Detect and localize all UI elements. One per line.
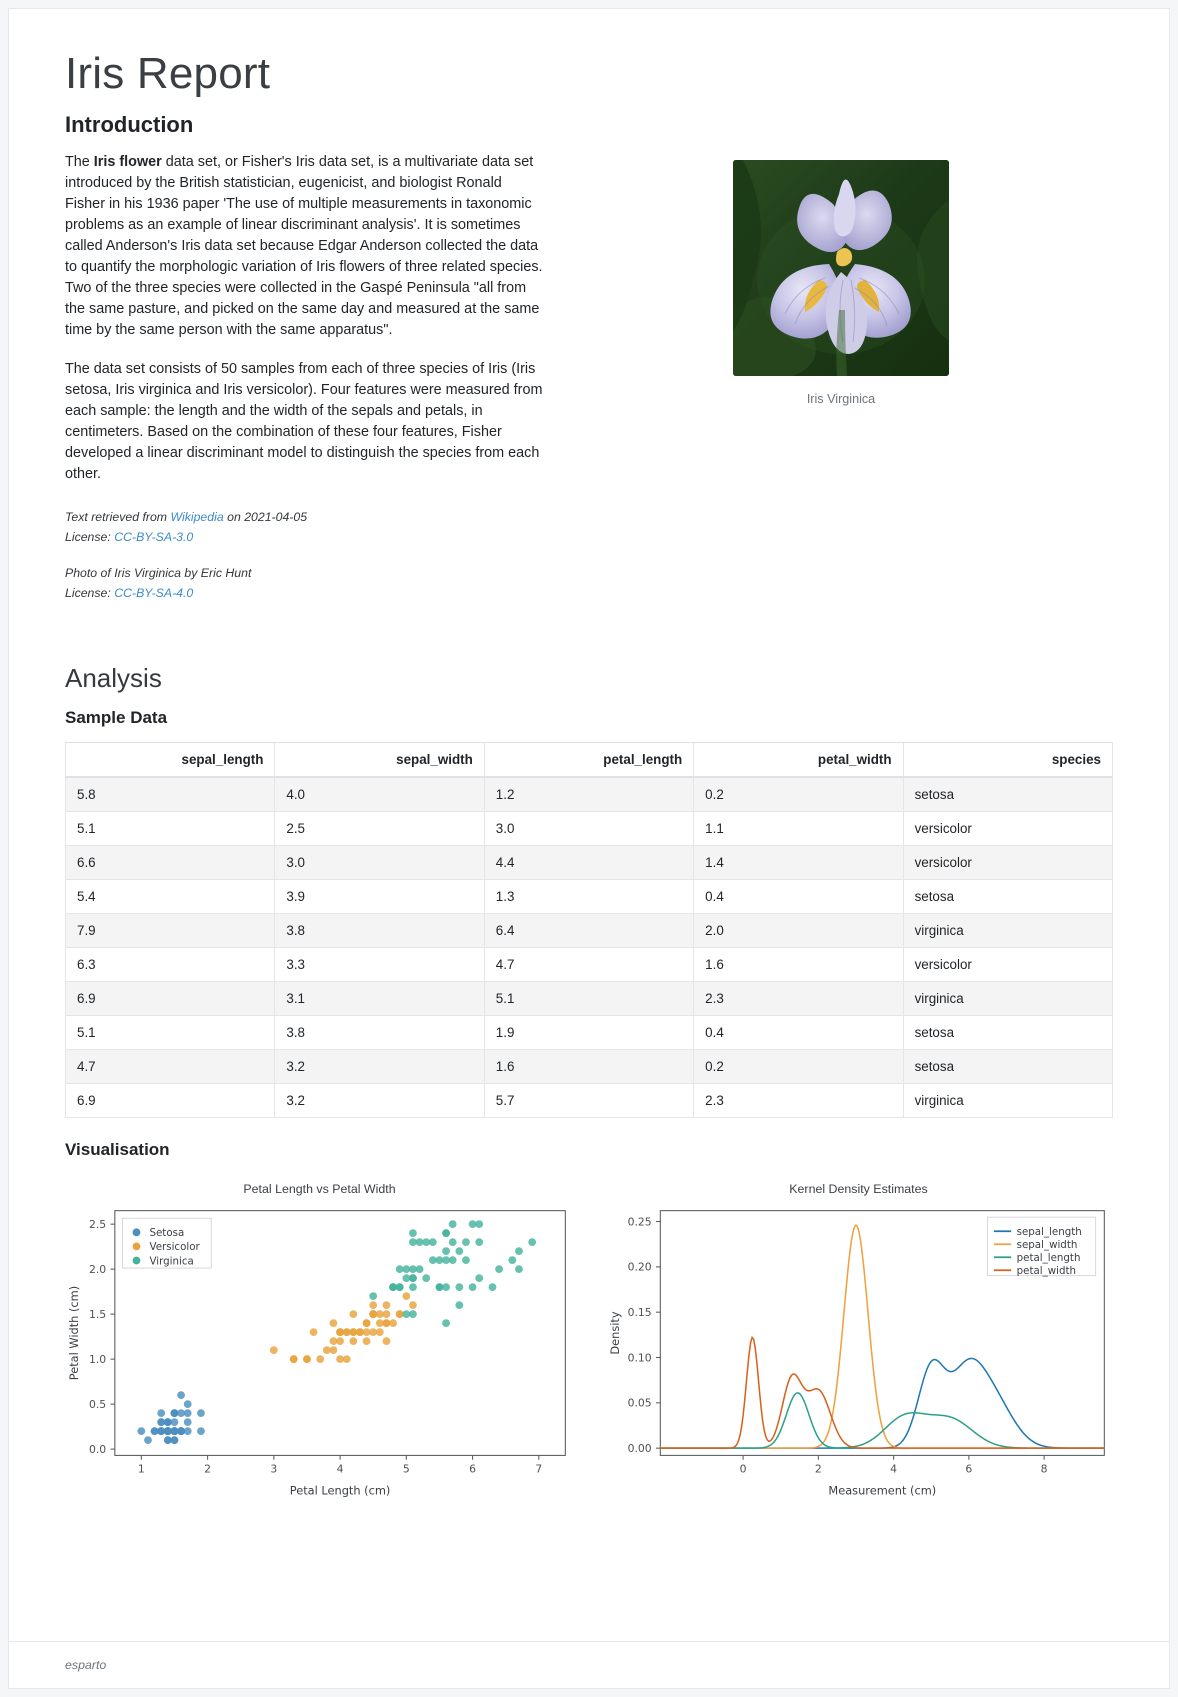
sample-data-heading: Sample Data bbox=[65, 707, 168, 727]
column-header-sepal-length: sepal_length bbox=[66, 742, 275, 777]
y-axis-label: Density bbox=[608, 1311, 623, 1355]
cell-species: setosa bbox=[903, 1049, 1112, 1083]
cell-petal-length: 3.0 bbox=[484, 811, 693, 845]
scatter-chart-title: Petal Length vs Petal Width bbox=[243, 1181, 396, 1196]
analysis-heading: Analysis bbox=[65, 662, 162, 693]
cell-sepal-length: 5.8 bbox=[66, 777, 275, 812]
data-point bbox=[330, 1319, 338, 1327]
cell-petal-width: 0.2 bbox=[694, 1049, 903, 1083]
table-row bbox=[66, 777, 1113, 812]
data-point bbox=[184, 1400, 192, 1408]
kde-plot bbox=[604, 1202, 1113, 1505]
data-point bbox=[197, 1427, 205, 1435]
x-tick-label: 4 bbox=[336, 1462, 344, 1476]
cell-species: setosa bbox=[903, 879, 1112, 913]
cell-sepal-width: 3.2 bbox=[275, 1083, 484, 1117]
y-tick-label: 0.05 bbox=[627, 1396, 652, 1410]
legend-marker bbox=[133, 1256, 141, 1264]
data-point bbox=[363, 1337, 371, 1345]
x-tick-label: 8 bbox=[1040, 1462, 1048, 1476]
text-credit-line bbox=[65, 507, 543, 527]
cell-sepal-length: 7.9 bbox=[66, 913, 275, 947]
credit-spacer bbox=[65, 547, 543, 563]
intro-p1-post: data set, or Fisher's Iris data set, is a multivariate data set introduced by the British statistician, eugenicist, and biologist Ronald Fisher in his 1936 paper 'The use of multiple measurements in taxonomic problems as an example of linear discriminant analysis'. It is sometimes called Anderson's Iris data set because Edgar Anderson collected the data to quantify the morphologic variation of Iris flowers of three related species. Two of the three species were collected in the Gaspé Peninsula "all from the same pasture, and picked on the same day and measured at the same time by the same person with the same apparatus". bbox=[65, 153, 543, 338]
data-point bbox=[475, 1238, 483, 1246]
legend-label: Setosa bbox=[149, 1226, 185, 1239]
figure-column bbox=[569, 152, 1113, 406]
kde-chart-title: Kernel Density Estimates bbox=[789, 1181, 928, 1196]
data-point bbox=[429, 1256, 437, 1264]
data-point bbox=[336, 1337, 344, 1345]
cell-species: virginica bbox=[903, 981, 1112, 1015]
data-point bbox=[442, 1256, 450, 1264]
cell-species: setosa bbox=[903, 1015, 1112, 1049]
cell-sepal-width: 3.8 bbox=[275, 1015, 484, 1049]
cell-sepal-width: 3.0 bbox=[275, 845, 484, 879]
y-tick-label: 0.20 bbox=[627, 1260, 652, 1274]
data-point bbox=[489, 1283, 497, 1291]
legend-label: petal_length bbox=[1016, 1251, 1081, 1264]
introduction-heading: Introduction bbox=[65, 111, 194, 137]
cell-petal-width: 1.4 bbox=[694, 845, 903, 879]
legend-label: Virginica bbox=[149, 1254, 194, 1267]
cell-sepal-length: 6.6 bbox=[66, 845, 275, 879]
scatter-plot bbox=[65, 1202, 574, 1505]
photo-credit-line: Photo of Iris Virginica by Eric Hunt bbox=[65, 565, 252, 580]
cell-species: versicolor bbox=[903, 845, 1112, 879]
data-point bbox=[349, 1310, 357, 1318]
data-point bbox=[389, 1283, 397, 1291]
cell-petal-width: 1.6 bbox=[694, 947, 903, 981]
data-point bbox=[343, 1328, 351, 1336]
intro-paragraph-2: The data set consists of 50 samples from each of three species of Iris (Iris setosa, Iris virginica and Iris versicolor). Four features were measured from each sample: the length and the width of the sepals and petals, in centimeters. Based on the combination of these four features, Fisher developed a linear discriminant model to distinguish the species from each other. bbox=[65, 360, 543, 482]
table-body bbox=[66, 777, 1113, 1118]
data-point bbox=[449, 1238, 457, 1246]
x-tick-label: 5 bbox=[402, 1462, 410, 1476]
cell-sepal-length: 6.3 bbox=[66, 947, 275, 981]
data-point bbox=[369, 1292, 377, 1300]
x-tick-label: 2 bbox=[814, 1462, 822, 1476]
cell-petal-width: 2.3 bbox=[694, 981, 903, 1015]
data-point bbox=[475, 1220, 483, 1228]
table-row bbox=[66, 879, 1113, 913]
legend-marker bbox=[133, 1242, 141, 1250]
y-tick-label: 0.0 bbox=[88, 1442, 107, 1456]
photo-license-label: License: bbox=[65, 585, 115, 600]
photo-caption: Iris Virginica bbox=[806, 391, 876, 406]
y-tick-label: 1.0 bbox=[88, 1352, 107, 1366]
data-point bbox=[396, 1265, 404, 1273]
x-tick-label: 0 bbox=[739, 1462, 747, 1476]
data-point bbox=[475, 1274, 483, 1282]
data-point bbox=[383, 1310, 391, 1318]
data-point bbox=[383, 1337, 391, 1345]
photo-license-link[interactable]: CC-BY-SA-4.0 bbox=[114, 585, 194, 600]
data-point bbox=[303, 1355, 311, 1363]
table-row bbox=[66, 1049, 1113, 1083]
data-point bbox=[455, 1283, 463, 1291]
data-point bbox=[436, 1283, 444, 1291]
cell-species: setosa bbox=[903, 777, 1112, 812]
data-point bbox=[429, 1238, 437, 1246]
data-point bbox=[343, 1355, 351, 1363]
data-point bbox=[356, 1328, 364, 1336]
cell-species: virginica bbox=[903, 913, 1112, 947]
data-point bbox=[508, 1256, 516, 1264]
cell-petal-length: 5.1 bbox=[484, 981, 693, 1015]
cell-petal-width: 2.0 bbox=[694, 913, 903, 947]
data-point bbox=[402, 1274, 410, 1282]
data-point bbox=[349, 1337, 357, 1345]
data-point bbox=[462, 1256, 470, 1264]
scatter-legend bbox=[122, 1218, 211, 1268]
column-header-petal-width: petal_width bbox=[694, 742, 903, 777]
cell-petal-width: 2.3 bbox=[694, 1083, 903, 1117]
page-footer bbox=[9, 1641, 1169, 1688]
introduction-row bbox=[65, 152, 1113, 603]
cell-sepal-width: 3.1 bbox=[275, 981, 484, 1015]
table-header-row bbox=[66, 742, 1113, 777]
data-point bbox=[171, 1418, 179, 1426]
cell-sepal-width: 3.2 bbox=[275, 1049, 484, 1083]
data-point bbox=[164, 1427, 172, 1435]
column-header-species: species bbox=[903, 742, 1112, 777]
page-title: Iris Report bbox=[65, 49, 271, 98]
data-point bbox=[409, 1283, 417, 1291]
cell-sepal-width: 2.5 bbox=[275, 811, 484, 845]
x-axis-label: Petal Length (cm) bbox=[289, 1482, 391, 1497]
y-tick-label: 1.5 bbox=[88, 1307, 107, 1321]
cell-sepal-length: 5.1 bbox=[66, 1015, 275, 1049]
cell-petal-length: 6.4 bbox=[484, 913, 693, 947]
data-point bbox=[363, 1319, 371, 1327]
y-tick-label: 0.15 bbox=[627, 1305, 652, 1319]
data-point bbox=[164, 1418, 172, 1426]
data-point bbox=[383, 1301, 391, 1309]
data-point bbox=[416, 1265, 424, 1273]
data-point bbox=[330, 1337, 338, 1345]
charts-row bbox=[65, 1182, 1113, 1505]
cell-sepal-width: 4.0 bbox=[275, 777, 484, 812]
intro-paragraph-1 bbox=[65, 152, 543, 341]
cell-petal-length: 1.6 bbox=[484, 1049, 693, 1083]
report-content bbox=[9, 9, 1169, 1505]
data-point bbox=[389, 1319, 397, 1327]
table-row bbox=[66, 1015, 1113, 1049]
cell-petal-width: 0.4 bbox=[694, 879, 903, 913]
kde-legend bbox=[987, 1217, 1095, 1277]
table-head bbox=[66, 742, 1113, 777]
table-row bbox=[66, 845, 1113, 879]
data-point bbox=[462, 1238, 470, 1246]
cell-petal-width: 0.4 bbox=[694, 1015, 903, 1049]
legend-label: sepal_width bbox=[1016, 1238, 1078, 1251]
data-point bbox=[310, 1328, 318, 1336]
report-page bbox=[8, 8, 1170, 1689]
data-point bbox=[409, 1238, 417, 1246]
introduction-text bbox=[65, 152, 543, 603]
column-header-petal-length: petal_length bbox=[484, 742, 693, 777]
y-axis-label: Petal Width (cm) bbox=[67, 1285, 82, 1380]
cell-sepal-length: 4.7 bbox=[66, 1049, 275, 1083]
table-row bbox=[66, 981, 1113, 1015]
cell-petal-length: 1.3 bbox=[484, 879, 693, 913]
y-tick-label: 2.5 bbox=[88, 1217, 107, 1231]
data-point bbox=[422, 1274, 430, 1282]
data-point bbox=[515, 1247, 523, 1255]
cell-species: versicolor bbox=[903, 811, 1112, 845]
data-point bbox=[396, 1310, 404, 1318]
cell-sepal-length: 5.1 bbox=[66, 811, 275, 845]
data-point bbox=[495, 1265, 503, 1273]
cell-species: versicolor bbox=[903, 947, 1112, 981]
data-point bbox=[323, 1346, 331, 1354]
legend-label: petal_width bbox=[1016, 1264, 1077, 1277]
data-point bbox=[469, 1283, 477, 1291]
x-tick-label: 1 bbox=[137, 1462, 145, 1476]
cell-petal-length: 1.9 bbox=[484, 1015, 693, 1049]
data-point bbox=[515, 1265, 523, 1273]
data-point bbox=[409, 1310, 417, 1318]
cell-sepal-width: 3.8 bbox=[275, 913, 484, 947]
x-tick-label: 2 bbox=[204, 1462, 212, 1476]
intro-p1-bold: Iris flower bbox=[93, 153, 162, 170]
column-header-sepal-width: sepal_width bbox=[275, 742, 484, 777]
legend-label: sepal_length bbox=[1016, 1225, 1082, 1238]
data-point bbox=[409, 1301, 417, 1309]
cell-sepal-length: 6.9 bbox=[66, 1083, 275, 1117]
x-tick-label: 6 bbox=[469, 1462, 477, 1476]
data-point bbox=[402, 1265, 410, 1273]
table-row bbox=[66, 1083, 1113, 1117]
cell-petal-width: 0.2 bbox=[694, 777, 903, 812]
cell-sepal-length: 5.4 bbox=[66, 879, 275, 913]
data-point bbox=[369, 1310, 377, 1318]
text-license-line bbox=[65, 527, 543, 547]
iris-photo-graphic bbox=[733, 160, 949, 376]
data-point bbox=[290, 1355, 298, 1363]
data-point bbox=[402, 1292, 410, 1300]
data-point bbox=[171, 1436, 179, 1444]
cell-petal-width: 1.1 bbox=[694, 811, 903, 845]
data-point bbox=[144, 1436, 152, 1444]
visualisation-heading: Visualisation bbox=[65, 1139, 170, 1159]
data-point bbox=[164, 1436, 172, 1444]
x-tick-label: 4 bbox=[890, 1462, 898, 1476]
cell-petal-length: 4.4 bbox=[484, 845, 693, 879]
text-license-label: License: bbox=[65, 529, 115, 544]
cell-petal-length: 4.7 bbox=[484, 947, 693, 981]
iris-virginica-photo bbox=[733, 160, 949, 376]
cell-species: virginica bbox=[903, 1083, 1112, 1117]
x-tick-label: 3 bbox=[270, 1462, 278, 1476]
scatter-chart-container bbox=[65, 1182, 574, 1505]
y-tick-label: 0.5 bbox=[88, 1397, 107, 1411]
data-point bbox=[171, 1427, 179, 1435]
data-point bbox=[157, 1409, 165, 1417]
wikipedia-link[interactable]: Wikipedia bbox=[170, 509, 224, 524]
data-point bbox=[469, 1220, 477, 1228]
table-row bbox=[66, 811, 1113, 845]
x-tick-label: 6 bbox=[965, 1462, 973, 1476]
data-point bbox=[376, 1319, 384, 1327]
text-credit-prefix: Text retrieved from bbox=[65, 509, 171, 524]
x-axis-label: Measurement (cm) bbox=[828, 1482, 937, 1497]
footer-brand: esparto bbox=[65, 1658, 107, 1672]
table-row bbox=[66, 947, 1113, 981]
data-point bbox=[316, 1355, 324, 1363]
legend-marker bbox=[133, 1228, 141, 1236]
text-credit-suffix: on 2021-04-05 bbox=[223, 509, 308, 524]
data-point bbox=[442, 1229, 450, 1237]
data-point bbox=[416, 1238, 424, 1246]
table-row bbox=[66, 913, 1113, 947]
cell-sepal-width: 3.3 bbox=[275, 947, 484, 981]
x-tick-label: 7 bbox=[535, 1462, 543, 1476]
y-tick-label: 0.10 bbox=[627, 1350, 652, 1364]
data-point bbox=[184, 1418, 192, 1426]
photo-license-line bbox=[65, 583, 543, 603]
y-tick-label: 0.25 bbox=[627, 1214, 652, 1228]
data-point bbox=[442, 1247, 450, 1255]
data-point bbox=[409, 1229, 417, 1237]
data-point bbox=[171, 1409, 179, 1417]
data-point bbox=[528, 1238, 536, 1246]
y-tick-label: 0.00 bbox=[627, 1441, 652, 1455]
sample-data-table bbox=[65, 742, 1113, 1118]
cell-petal-length: 1.2 bbox=[484, 777, 693, 812]
credits-block bbox=[65, 507, 543, 603]
data-point bbox=[137, 1427, 145, 1435]
intro-p1-pre: The bbox=[65, 153, 94, 170]
data-point bbox=[369, 1301, 377, 1309]
data-point bbox=[197, 1409, 205, 1417]
cell-petal-length: 5.7 bbox=[484, 1083, 693, 1117]
data-point bbox=[455, 1301, 463, 1309]
cell-sepal-width: 3.9 bbox=[275, 879, 484, 913]
text-license-link[interactable]: CC-BY-SA-3.0 bbox=[114, 529, 194, 544]
data-point bbox=[177, 1391, 185, 1399]
data-point bbox=[442, 1319, 450, 1327]
data-point bbox=[449, 1220, 457, 1228]
legend-label: Versicolor bbox=[149, 1240, 200, 1253]
y-tick-label: 2.0 bbox=[88, 1262, 107, 1276]
kde-chart-container bbox=[604, 1182, 1113, 1505]
data-point bbox=[376, 1328, 384, 1336]
data-point bbox=[270, 1346, 278, 1354]
data-point bbox=[455, 1247, 463, 1255]
cell-sepal-length: 6.9 bbox=[66, 981, 275, 1015]
